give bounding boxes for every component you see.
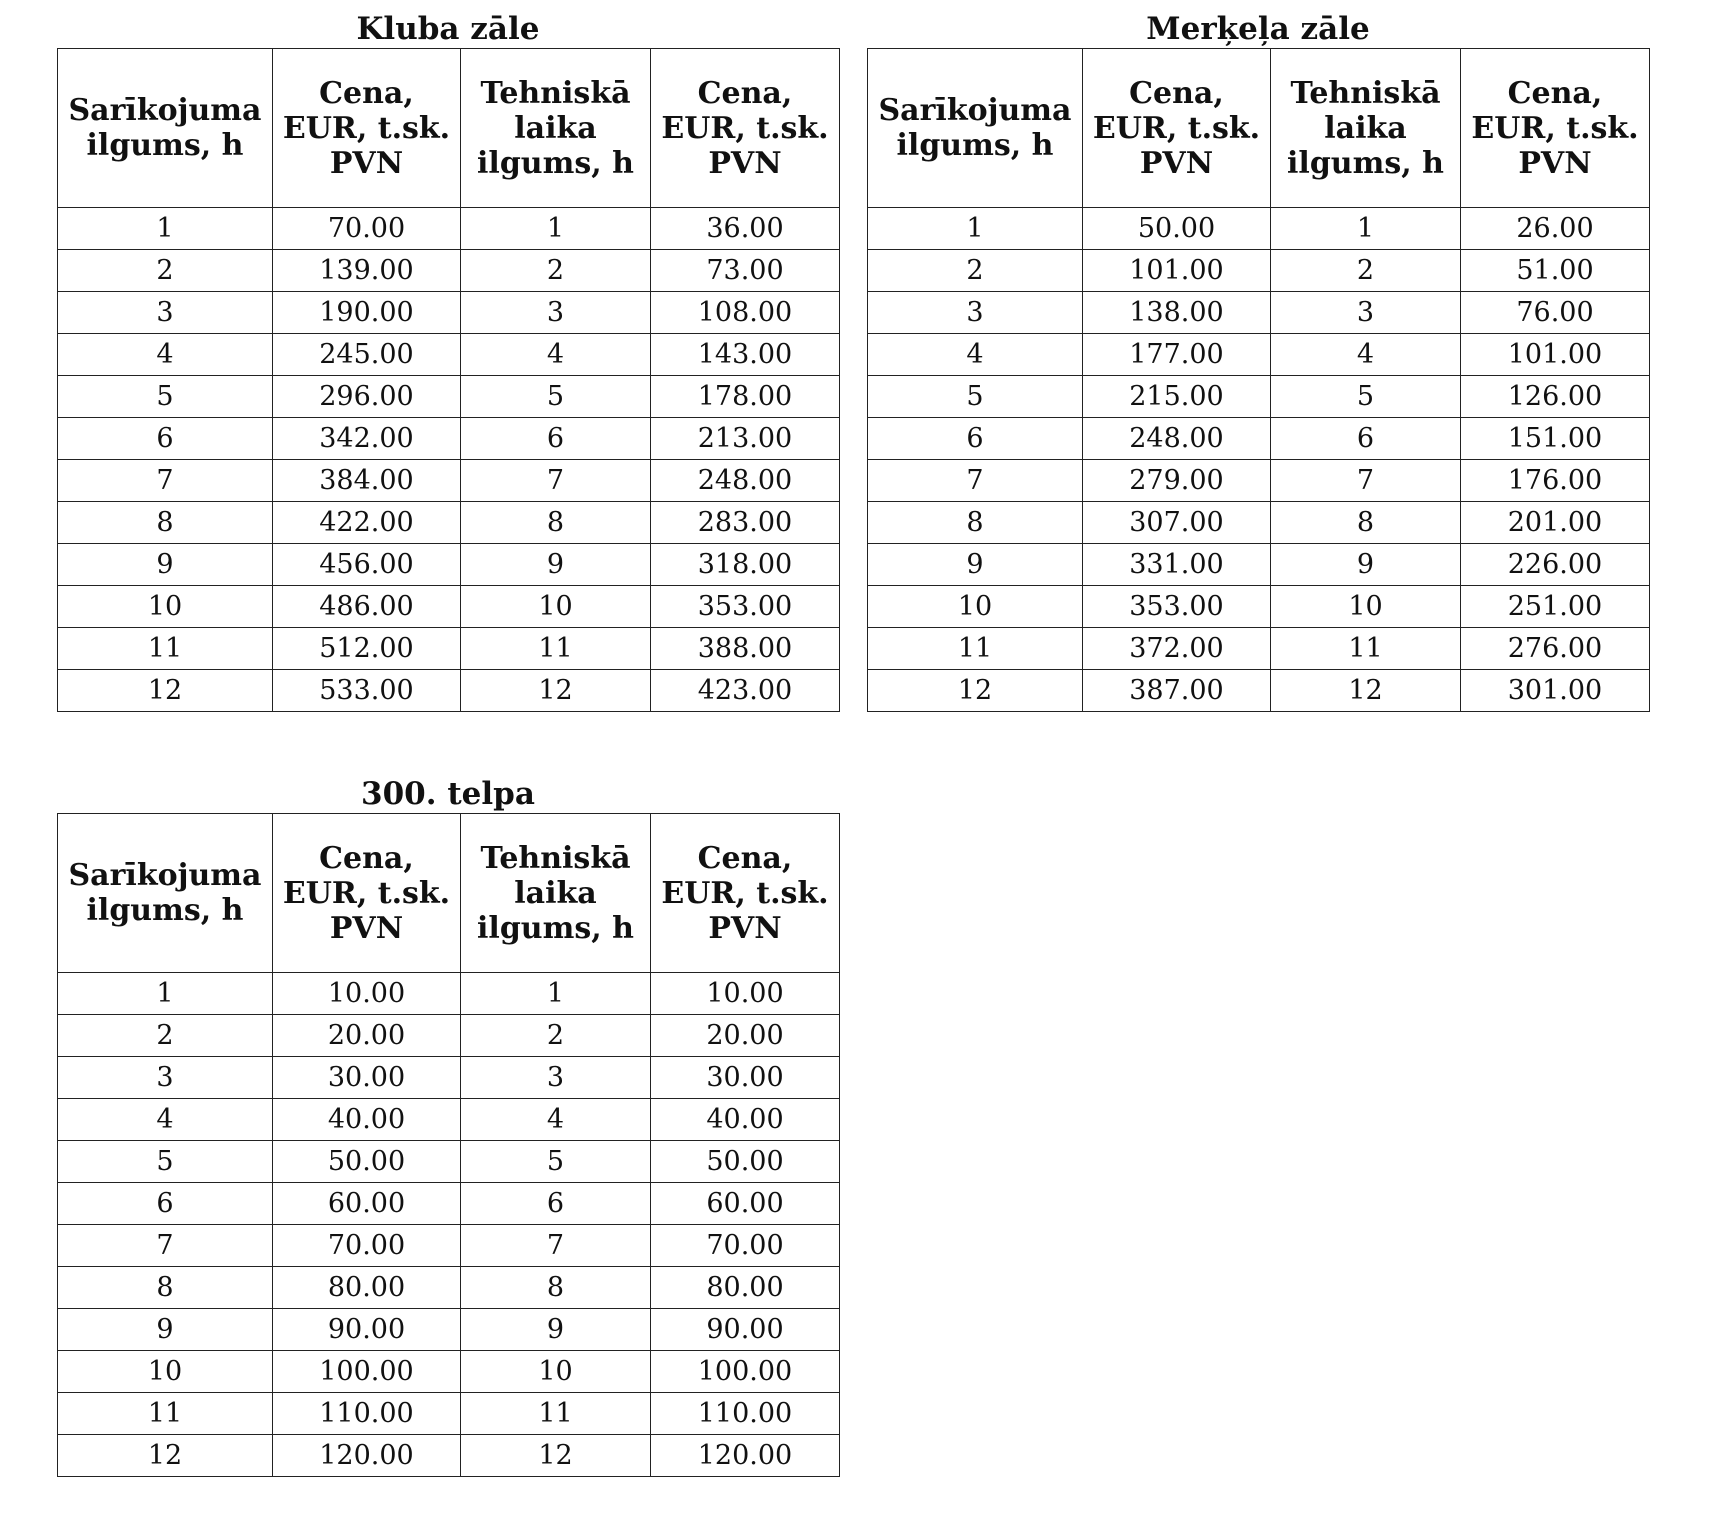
cell-technical-duration: 4	[461, 334, 651, 376]
cell-event-duration: 10	[58, 1351, 273, 1393]
cell-event-price: 215.00	[1083, 376, 1271, 418]
cell-technical-duration: 10	[461, 1351, 651, 1393]
cell-technical-duration: 5	[1271, 376, 1461, 418]
cell-technical-price: 76.00	[1461, 292, 1650, 334]
table-row	[868, 544, 1650, 586]
cell-technical-price: 248.00	[651, 460, 840, 502]
cell-event-price: 384.00	[273, 460, 461, 502]
cell-technical-price: 110.00	[651, 1393, 840, 1435]
cell-technical-price: 51.00	[1461, 250, 1650, 292]
cell-technical-price: 151.00	[1461, 418, 1650, 460]
cell-event-price: 90.00	[273, 1309, 461, 1351]
cell-event-duration: 9	[868, 544, 1083, 586]
table-row	[868, 502, 1650, 544]
table-row	[58, 1099, 840, 1141]
table-row	[868, 628, 1650, 670]
cell-event-price: 353.00	[1083, 586, 1271, 628]
cell-event-duration: 5	[58, 376, 273, 418]
table-row	[58, 334, 840, 376]
cell-event-duration: 8	[58, 502, 273, 544]
cell-technical-duration: 10	[461, 586, 651, 628]
cell-technical-price: 318.00	[651, 544, 840, 586]
cell-technical-price: 80.00	[651, 1267, 840, 1309]
cell-event-price: 512.00	[273, 628, 461, 670]
cell-technical-duration: 3	[461, 1057, 651, 1099]
cell-technical-price: 20.00	[651, 1015, 840, 1057]
cell-event-price: 10.00	[273, 973, 461, 1015]
cell-technical-duration: 9	[1271, 544, 1461, 586]
cell-technical-duration: 8	[461, 502, 651, 544]
header-event-duration: Sarīkojuma ilgums, h	[58, 49, 273, 208]
table-row	[58, 1225, 840, 1267]
table-row	[58, 1183, 840, 1225]
cell-technical-duration: 11	[1271, 628, 1461, 670]
cell-event-price: 60.00	[273, 1183, 461, 1225]
header-event-duration: Sarīkojuma ilgums, h	[58, 814, 273, 973]
table-row	[58, 1267, 840, 1309]
cell-technical-price: 388.00	[651, 628, 840, 670]
header-technical-price: Cena, EUR, t.sk. PVN	[1461, 49, 1650, 208]
header-row	[58, 49, 840, 208]
table-row	[868, 460, 1650, 502]
cell-event-duration: 4	[58, 334, 273, 376]
cell-technical-price: 301.00	[1461, 670, 1650, 712]
header-event-price: Cena, EUR, t.sk. PVN	[273, 49, 461, 208]
table-row	[58, 208, 840, 250]
table-row	[868, 250, 1650, 292]
cell-event-duration: 4	[868, 334, 1083, 376]
cell-technical-price: 226.00	[1461, 544, 1650, 586]
cell-technical-duration: 9	[461, 544, 651, 586]
cell-technical-duration: 11	[461, 628, 651, 670]
kluba-zale-block	[57, 10, 839, 712]
table-row	[58, 670, 840, 712]
cell-technical-duration: 6	[1271, 418, 1461, 460]
cell-technical-duration: 2	[461, 250, 651, 292]
cell-technical-duration: 6	[461, 418, 651, 460]
cell-event-duration: 3	[58, 292, 273, 334]
cell-event-duration: 12	[868, 670, 1083, 712]
cell-technical-price: 120.00	[651, 1435, 840, 1477]
cell-technical-price: 126.00	[1461, 376, 1650, 418]
cell-event-duration: 5	[868, 376, 1083, 418]
cell-event-duration: 5	[58, 1141, 273, 1183]
cell-event-duration: 8	[868, 502, 1083, 544]
table-row	[58, 628, 840, 670]
cell-technical-duration: 3	[461, 292, 651, 334]
cell-event-duration: 12	[58, 670, 273, 712]
cell-technical-price: 73.00	[651, 250, 840, 292]
cell-technical-duration: 4	[1271, 334, 1461, 376]
table-row	[58, 1435, 840, 1477]
cell-technical-duration: 7	[461, 460, 651, 502]
table-row	[58, 1057, 840, 1099]
cell-technical-price: 283.00	[651, 502, 840, 544]
cell-technical-duration: 3	[1271, 292, 1461, 334]
cell-event-duration: 1	[58, 973, 273, 1015]
table-row	[58, 1141, 840, 1183]
header-event-price: Cena, EUR, t.sk. PVN	[273, 814, 461, 973]
cell-event-duration: 6	[868, 418, 1083, 460]
header-technical-duration: Tehniskā laika ilgums, h	[461, 814, 651, 973]
cell-event-price: 456.00	[273, 544, 461, 586]
kluba-zale-title: Kluba zāle	[356, 11, 540, 47]
cell-technical-duration: 8	[1271, 502, 1461, 544]
cell-event-duration: 9	[58, 544, 273, 586]
cell-technical-duration: 10	[1271, 586, 1461, 628]
cell-technical-duration: 2	[461, 1015, 651, 1057]
cell-technical-price: 213.00	[651, 418, 840, 460]
cell-technical-price: 101.00	[1461, 334, 1650, 376]
cell-technical-price: 276.00	[1461, 628, 1650, 670]
cell-technical-duration: 4	[461, 1099, 651, 1141]
cell-event-price: 30.00	[273, 1057, 461, 1099]
header-technical-duration: Tehniskā laika ilgums, h	[461, 49, 651, 208]
cell-technical-price: 108.00	[651, 292, 840, 334]
cell-technical-price: 176.00	[1461, 460, 1650, 502]
cell-event-duration: 7	[58, 460, 273, 502]
cell-event-duration: 4	[58, 1099, 273, 1141]
cell-event-price: 190.00	[273, 292, 461, 334]
header-row	[58, 814, 840, 973]
cell-event-duration: 3	[58, 1057, 273, 1099]
table-row	[58, 250, 840, 292]
cell-event-duration: 7	[868, 460, 1083, 502]
cell-technical-duration: 5	[461, 1141, 651, 1183]
cell-technical-price: 251.00	[1461, 586, 1650, 628]
cell-event-duration: 1	[58, 208, 273, 250]
telpa-300-table	[57, 813, 840, 1477]
cell-technical-duration: 8	[461, 1267, 651, 1309]
cell-technical-duration: 12	[461, 1435, 651, 1477]
cell-technical-duration: 6	[461, 1183, 651, 1225]
cell-technical-price: 36.00	[651, 208, 840, 250]
cell-technical-price: 90.00	[651, 1309, 840, 1351]
table-row	[58, 418, 840, 460]
cell-technical-price: 353.00	[651, 586, 840, 628]
cell-event-duration: 10	[58, 586, 273, 628]
cell-event-price: 101.00	[1083, 250, 1271, 292]
table-row	[868, 208, 1650, 250]
cell-technical-duration: 1	[1271, 208, 1461, 250]
cell-event-price: 80.00	[273, 1267, 461, 1309]
table-row	[58, 1351, 840, 1393]
cell-technical-duration: 7	[461, 1225, 651, 1267]
cell-technical-price: 50.00	[651, 1141, 840, 1183]
table-row	[58, 544, 840, 586]
cell-technical-price: 143.00	[651, 334, 840, 376]
cell-technical-price: 178.00	[651, 376, 840, 418]
cell-technical-price: 60.00	[651, 1183, 840, 1225]
header-row	[868, 49, 1650, 208]
cell-technical-price: 26.00	[1461, 208, 1650, 250]
header-technical-duration: Tehniskā laika ilgums, h	[1271, 49, 1461, 208]
cell-event-duration: 6	[58, 1183, 273, 1225]
cell-technical-duration: 2	[1271, 250, 1461, 292]
table-row	[58, 586, 840, 628]
cell-technical-duration: 12	[1271, 670, 1461, 712]
cell-event-price: 307.00	[1083, 502, 1271, 544]
cell-event-price: 177.00	[1083, 334, 1271, 376]
table-row	[58, 292, 840, 334]
cell-technical-duration: 5	[461, 376, 651, 418]
cell-technical-price: 100.00	[651, 1351, 840, 1393]
cell-technical-price: 423.00	[651, 670, 840, 712]
cell-event-price: 100.00	[273, 1351, 461, 1393]
kluba-zale-table	[57, 48, 840, 712]
merkela-zale-table	[867, 48, 1650, 712]
cell-technical-price: 201.00	[1461, 502, 1650, 544]
cell-technical-duration: 1	[461, 208, 651, 250]
cell-event-price: 245.00	[273, 334, 461, 376]
header-technical-price: Cena, EUR, t.sk. PVN	[651, 49, 840, 208]
cell-event-price: 110.00	[273, 1393, 461, 1435]
table-row	[868, 586, 1650, 628]
table-row	[58, 1015, 840, 1057]
table-row	[58, 460, 840, 502]
cell-event-price: 279.00	[1083, 460, 1271, 502]
cell-event-duration: 3	[868, 292, 1083, 334]
cell-event-price: 296.00	[273, 376, 461, 418]
cell-technical-duration: 12	[461, 670, 651, 712]
merkela-zale-title: Merķeļa zāle	[1146, 11, 1370, 47]
cell-event-price: 40.00	[273, 1099, 461, 1141]
cell-event-duration: 2	[58, 250, 273, 292]
cell-event-duration: 7	[58, 1225, 273, 1267]
table-row	[58, 376, 840, 418]
cell-event-duration: 10	[868, 586, 1083, 628]
cell-event-price: 50.00	[273, 1141, 461, 1183]
header-technical-price: Cena, EUR, t.sk. PVN	[651, 814, 840, 973]
table-row	[868, 670, 1650, 712]
cell-event-price: 70.00	[273, 1225, 461, 1267]
cell-event-duration: 12	[58, 1435, 273, 1477]
cell-technical-duration: 11	[461, 1393, 651, 1435]
cell-event-duration: 11	[58, 1393, 273, 1435]
cell-technical-duration: 1	[461, 973, 651, 1015]
cell-event-price: 372.00	[1083, 628, 1271, 670]
telpa-300-block	[57, 775, 839, 1477]
cell-technical-price: 70.00	[651, 1225, 840, 1267]
telpa-300-title: 300. telpa	[361, 776, 535, 812]
cell-event-duration: 6	[58, 418, 273, 460]
cell-event-price: 50.00	[1083, 208, 1271, 250]
cell-event-duration: 11	[868, 628, 1083, 670]
cell-event-price: 120.00	[273, 1435, 461, 1477]
header-event-duration: Sarīkojuma ilgums, h	[868, 49, 1083, 208]
cell-technical-price: 30.00	[651, 1057, 840, 1099]
cell-event-duration: 1	[868, 208, 1083, 250]
cell-event-duration: 2	[58, 1015, 273, 1057]
cell-event-duration: 8	[58, 1267, 273, 1309]
cell-event-price: 533.00	[273, 670, 461, 712]
cell-event-duration: 9	[58, 1309, 273, 1351]
cell-technical-duration: 7	[1271, 460, 1461, 502]
cell-event-price: 331.00	[1083, 544, 1271, 586]
cell-event-price: 342.00	[273, 418, 461, 460]
cell-event-price: 70.00	[273, 208, 461, 250]
header-event-price: Cena, EUR, t.sk. PVN	[1083, 49, 1271, 208]
table-row	[868, 418, 1650, 460]
table-row	[868, 376, 1650, 418]
cell-technical-duration: 9	[461, 1309, 651, 1351]
cell-event-price: 139.00	[273, 250, 461, 292]
table-row	[868, 292, 1650, 334]
cell-event-price: 486.00	[273, 586, 461, 628]
table-row	[58, 1309, 840, 1351]
table-row	[868, 334, 1650, 376]
cell-event-price: 20.00	[273, 1015, 461, 1057]
cell-event-price: 422.00	[273, 502, 461, 544]
table-row	[58, 502, 840, 544]
cell-technical-price: 10.00	[651, 973, 840, 1015]
merkela-zale-block	[867, 10, 1649, 712]
cell-event-duration: 11	[58, 628, 273, 670]
cell-event-price: 248.00	[1083, 418, 1271, 460]
cell-technical-price: 40.00	[651, 1099, 840, 1141]
table-row	[58, 1393, 840, 1435]
cell-event-price: 387.00	[1083, 670, 1271, 712]
cell-event-price: 138.00	[1083, 292, 1271, 334]
table-row	[58, 973, 840, 1015]
cell-event-duration: 2	[868, 250, 1083, 292]
